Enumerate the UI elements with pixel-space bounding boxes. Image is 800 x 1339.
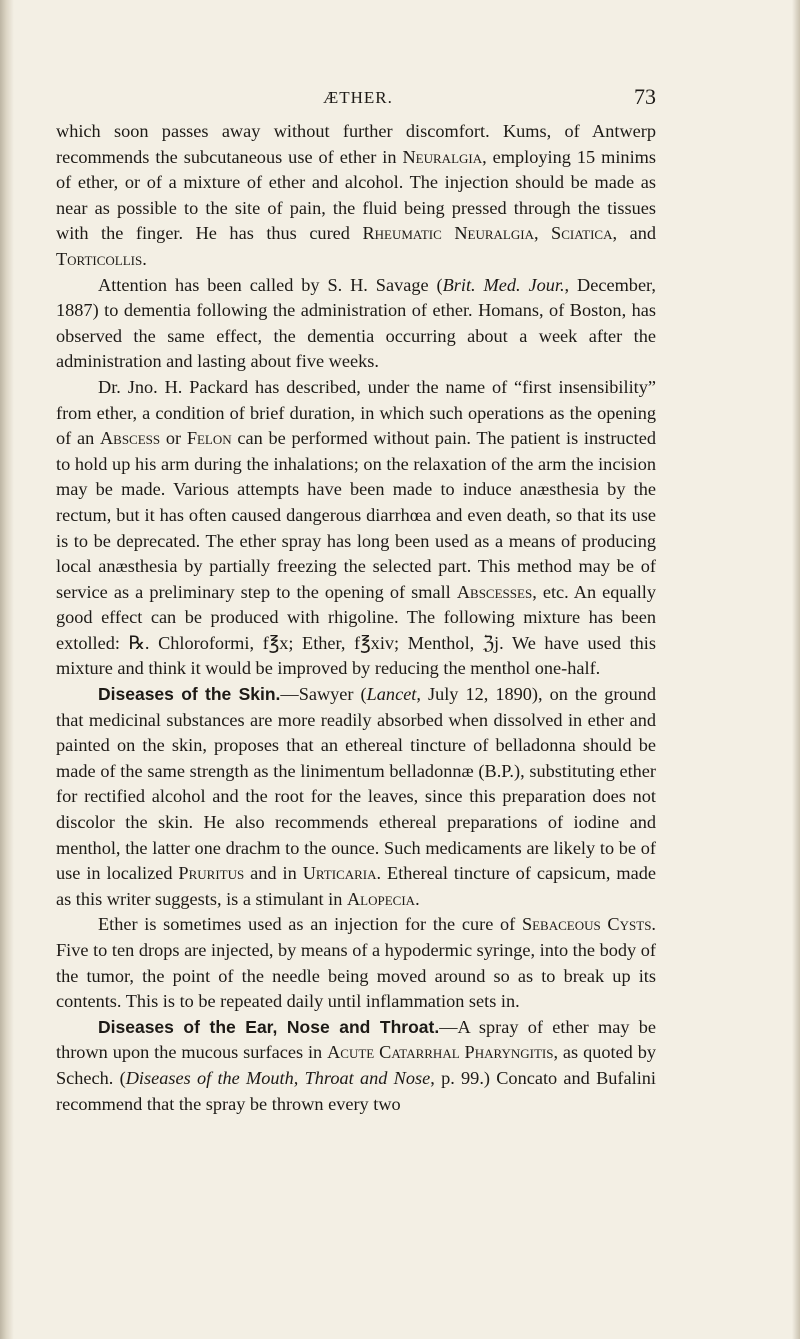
page-body-text	[56, 119, 656, 1117]
page-binding-shadow	[0, 0, 14, 1339]
paragraph	[56, 682, 656, 912]
paragraph	[56, 119, 656, 273]
condition-term: Sebaceous Cysts	[521, 914, 652, 935]
text-run: or	[160, 428, 187, 449]
text-run: , etc. An equally good effect can be produced with rhigoline. The following mixture has been extolled: ℞. Chloroformi, f℥x; Ether, f℥xiv; Menthol, ℨj. We have used this mixture and think it would be improved by reducing the menthol one-half.	[56, 581, 656, 679]
text-run: ,	[533, 223, 552, 244]
text-run: . Five to ten drops are injected, by means of a hypodermic syringe, into the body of the tumor, the point of the needle being moved around so as to break up its contents. This is to be repeated daily until inflammation sets in.	[56, 914, 656, 1012]
citation-italic: Lancet	[366, 684, 417, 705]
running-head	[60, 84, 656, 112]
citation-italic: Diseases of the Mouth, Throat and Nose	[125, 1067, 431, 1088]
text-run: Ether is sometimes used as an injection for the cure of	[98, 914, 522, 935]
condition-term: Pruritus	[178, 863, 245, 884]
condition-term: Felon	[186, 428, 232, 449]
text-run: Attention has been called by S. H. Savage (	[98, 274, 443, 295]
page-edge-shadow	[792, 0, 800, 1339]
text-run: , and	[612, 223, 656, 244]
running-head-title: ÆTHER.	[323, 88, 393, 107]
text-run: .	[142, 248, 147, 269]
text-run: and in	[244, 863, 303, 884]
text-run: can be performed without pain. The patient is instructed to hold up his arm during the inhalations; on the relaxation of the arm the incision may be made. Various attempts have been made to induce anæsthesia by the rectum, but it has often caused dangerous diarrhœa and even death, so that its use is to be deprecated. The ether spray has long been used as a means of producing local anæsthesia by partially freezing the selected part. This method may be of service as a preliminary step to the opening of small	[56, 428, 657, 602]
text-run: —Sawyer (	[280, 684, 367, 705]
condition-term: Rheumatic Neuralgia	[362, 223, 534, 244]
condition-term: Alopecia	[346, 888, 416, 909]
text-run: which soon passes away without further discomfort. Kums, of Antwerp recommends the subcutaneous use of ether in	[56, 121, 656, 167]
page-number: 73	[634, 84, 656, 109]
text-run: , as quoted by Schech. (	[56, 1042, 657, 1088]
paragraph	[56, 1015, 656, 1117]
text-run: , employing 15 minims of ether, or of a mixture of ether and alcohol. The injection should be made as near as possible to the site of pain, the fluid being pressed through the tissues with the finger. He has thus cured	[56, 146, 656, 244]
text-run: —A spray of ether may be thrown upon the mucous surfaces in	[56, 1016, 656, 1063]
condition-term: Torticollis	[56, 248, 143, 269]
text-run: , December, 1887) to dementia following the administration of ether. Homans, of Boston, has observed the same effect, the dementia occurring about a week after the administration and lasting about five weeks.	[56, 274, 656, 372]
section-heading: Diseases of the Ear, Nose and Throat.	[98, 1016, 440, 1037]
paragraph	[56, 912, 656, 1014]
text-run: , p. 99.) Concato and Bufalini recommend that the spray be thrown every two	[56, 1067, 656, 1114]
paragraph	[56, 273, 656, 375]
condition-term: Abscess	[99, 428, 161, 449]
condition-term: Abscesses	[456, 581, 533, 602]
condition-term: Acute Catarrhal Pharyngitis	[327, 1042, 554, 1063]
text-run: , July 12, 1890), on the ground that medicinal substances are more readily absorbed when dissolved in ether and painted on the skin, proposes that an ethereal tincture of belladonna should be made of the same strength as the linimentum belladonnæ (B.P.), substituting ether for rectified alcohol and the root for the leaves, since this preparation does not discolor the skin. He also recommends ethereal preparations of iodine and menthol, the latter one drachm to the ounce. Such medicaments are likely to be of use in localized	[56, 684, 656, 884]
condition-term: Sciatica	[551, 223, 613, 244]
paragraph	[56, 375, 656, 682]
condition-term: Neuralgia	[402, 146, 483, 167]
text-run: . Ethereal tincture of capsicum, made as this writer suggests, is a stimulant in	[56, 863, 657, 909]
citation-italic: Brit. Med. Jour.	[442, 274, 565, 295]
text-run: Dr. Jno. H. Packard has described, under the name of “first insensibility” from ether, a condition of brief duration, in which such operations as the opening of an	[56, 376, 656, 449]
section-heading: Diseases of the Skin.	[98, 684, 281, 705]
text-run: .	[415, 888, 420, 909]
condition-term: Urticaria	[302, 863, 377, 884]
